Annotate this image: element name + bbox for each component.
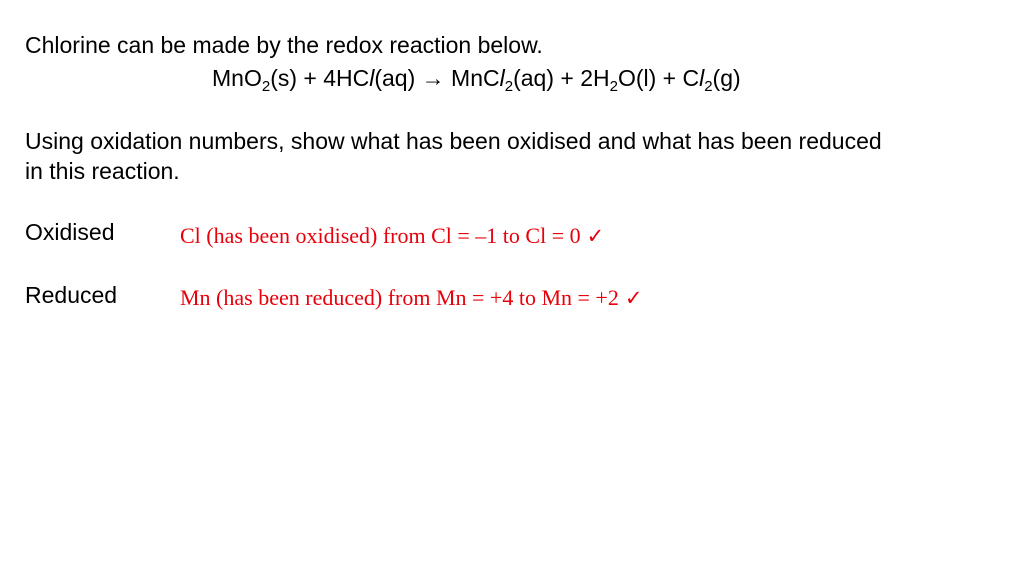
check-mark-icon: ✓: [586, 224, 605, 248]
reduced-answer-text: Mn (has been reduced) from Mn = +4 to Mn = +2: [180, 285, 619, 310]
reaction-equation: MnO$_2$(s) + 4HCl(aq) → MnCl$_2$(aq) + $2H_2O(l) + Cl_2(g)$: [212, 65, 741, 95]
check-mark-icon: ✓: [624, 286, 643, 310]
reduced-label: Reduced: [25, 282, 118, 308]
oxidised-answer: [180, 222, 604, 250]
oxidised-label: Oxidised: [25, 219, 115, 245]
question-line-1: Using oxidation numbers, show what has been oxidised and what has been reduced: [25, 128, 882, 154]
oxidised-answer-text: Cl (has been oxidised) from Cl = –1 to Cl = 0: [180, 223, 581, 248]
question-line-2: in this reaction.: [25, 158, 180, 184]
intro-text: Chlorine can be made by the redox reaction below.: [25, 32, 543, 58]
reduced-answer: [180, 284, 642, 312]
